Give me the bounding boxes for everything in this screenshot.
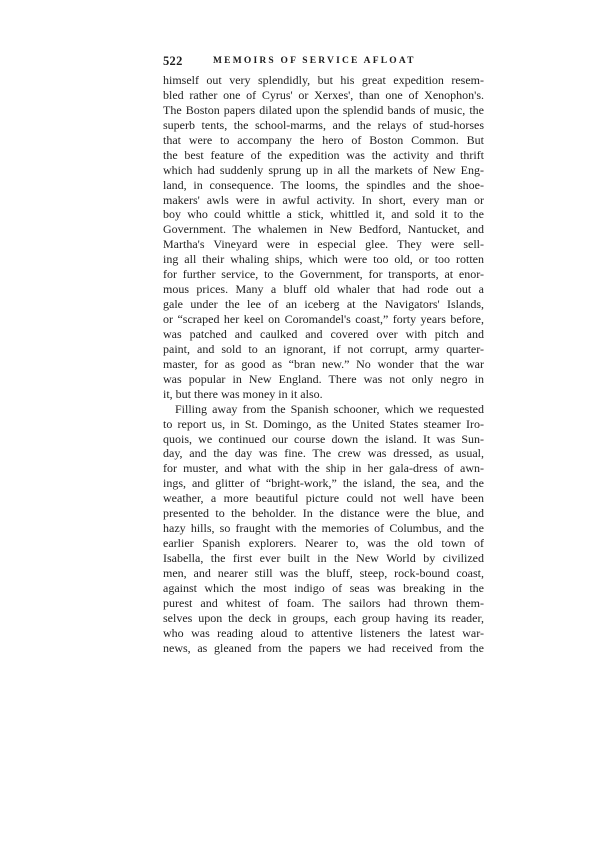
text-line: men, and nearer still was the bluff, steep, rock-bound coast,: [163, 565, 484, 580]
text-line: purest and whitest of foam. The sailors had thrown them-: [163, 595, 484, 610]
text-line: selves upon the deck in groups, each group having its reader,: [163, 610, 484, 625]
text-line: quois, we continued our course down the island. It was Sun-: [163, 431, 484, 446]
text-line: mous prices. Many a bluff old whaler that had rode out a: [163, 282, 484, 297]
running-title: MEMOIRS OF SERVICE AFLOAT: [213, 56, 416, 66]
text-line: master, for as good as “bran new.” No wonder that the war: [163, 356, 484, 371]
text-line: which had suddenly sprung up in all the markets of New Eng-: [163, 162, 484, 177]
text-line: boy who could whittle a stick, whittled it, and sold it to the: [163, 207, 484, 222]
text-line: makers' awls were in awful activity. In short, every man or: [163, 192, 484, 207]
text-line: hazy hills, so fraught with the memories of Columbus, and the: [163, 521, 484, 536]
text-line: presented to the beholder. In the distance were the blue, and: [163, 506, 484, 521]
text-line: Martha's Vineyard were in especial glee. They were sell-: [163, 237, 484, 252]
text-line: ings, and glitter of “bright-work,” the island, the sea, and the: [163, 476, 484, 491]
text-line: gale under the lee of an iceberg at the Navigators' Islands,: [163, 297, 484, 312]
text-line: against which the most indigo of seas was breaking in the: [163, 580, 484, 595]
text-line: bled rather one of Cyrus' or Xerxes', than one of Xenophon's.: [163, 87, 484, 102]
text-line: superb tents, the school-marms, and the relays of stud-horses: [163, 117, 484, 132]
text-line: news, as gleaned from the papers we had received from the: [163, 640, 484, 655]
text-line: Government. The whalemen in New Bedford, Nantucket, and: [163, 222, 484, 237]
text-line: ing all their whaling ships, which were too old, or too rotten: [163, 252, 484, 267]
page-number: 522: [163, 54, 183, 68]
text-line: Isabella, the first ever built in the New World by civilized: [163, 551, 484, 565]
text-line: to report us, in St. Domingo, as the United States steamer Iro-: [163, 416, 484, 431]
text-line: who was reading aloud to attentive listeners the latest war-: [163, 625, 484, 640]
text-line: The Boston papers dilated upon the splendid bands of music, the: [163, 102, 484, 117]
text-line: or “scraped her keel on Coromandel's coast,” forty years before,: [163, 312, 484, 326]
running-head: [163, 54, 483, 72]
text-line: that were to accompany the hero of Boston Common. But: [163, 132, 484, 147]
text-line: weather, a more beautiful picture could not well have been: [163, 491, 484, 506]
text-line: the best feature of the expedition was the activity and thrift: [163, 147, 484, 162]
text-line: was popular in New England. There was not only negro in: [163, 371, 484, 386]
text-line: land, in consequence. The looms, the spindles and the shoe-: [163, 177, 484, 192]
paragraph-end-line: it, but there was money in it also.: [163, 386, 323, 401]
text-line: himself out very splendidly, but his great expedition resem-: [163, 73, 484, 87]
text-line: for muster, and what with the ship in her gala-dress of awn-: [163, 461, 484, 476]
text-line: for further service, to the Government, for transports, at enor-: [163, 267, 484, 282]
text-line: paint, and sold to an ignorant, if not corrupt, army quarter-: [163, 341, 484, 356]
text-line: was patched and caulked and covered over with pitch and: [163, 326, 484, 341]
text-line: earlier Spanish explorers. Nearer to, was the old town of: [163, 536, 484, 551]
body-text: [163, 73, 484, 656]
text-line: day, and the day was fine. The crew was dressed, as usual,: [163, 446, 484, 461]
paragraph-start-line: Filling away from the Spanish schooner, which we requested: [175, 401, 484, 416]
